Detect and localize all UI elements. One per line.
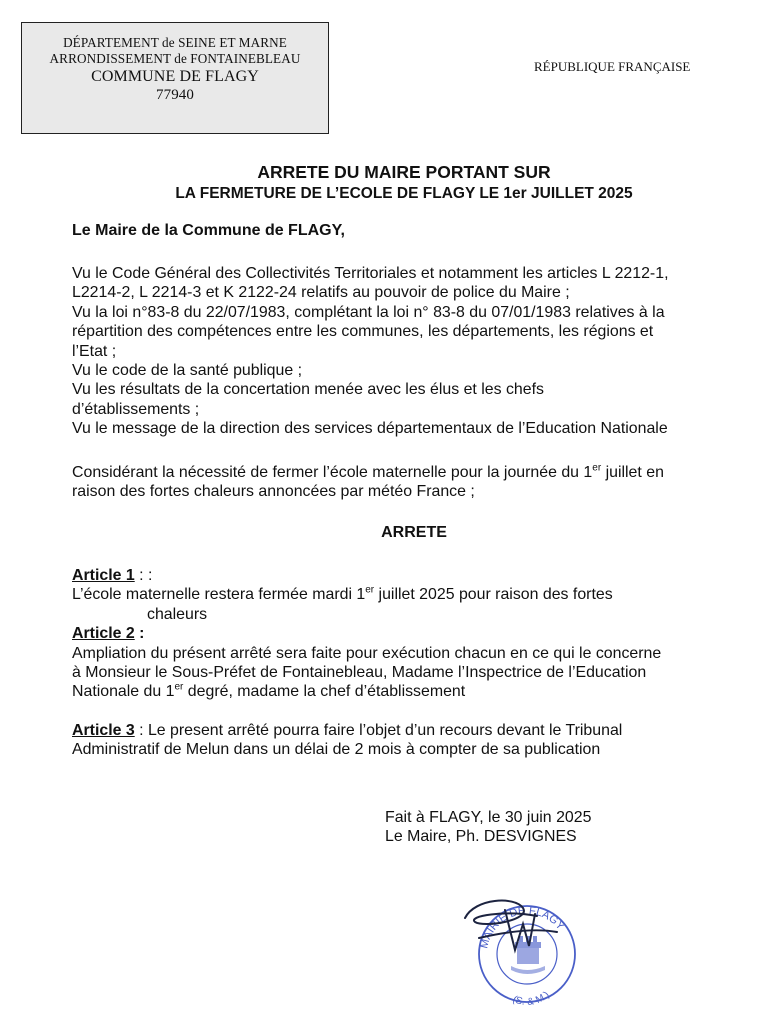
- commune-line: COMMUNE DE FLAGY: [91, 68, 259, 85]
- considerant-section: [72, 463, 752, 502]
- considerant-text: Considérant la nécessité de fermer l’école maternelle pour la journée du 1: [72, 464, 593, 481]
- considerant-line: [72, 463, 752, 482]
- article-text: L’école maternelle restera fermée mardi 1: [72, 586, 366, 604]
- article1-colon: : :: [134, 567, 153, 584]
- superscript: er: [592, 462, 602, 474]
- considerant-line: raison des fortes chaleurs annoncées par météo France ;: [72, 483, 475, 501]
- article-text: degré, madame la chef d’établissement: [183, 683, 466, 701]
- postal-code: 77940: [156, 87, 194, 103]
- vu-line: Vu le code de la santé publique ;: [72, 362, 302, 380]
- superscript: er: [174, 682, 184, 694]
- commune-header-box: [21, 22, 329, 134]
- articles-section: [72, 566, 752, 760]
- republique-francaise: RÉPUBLIQUE FRANÇAISE: [534, 59, 691, 74]
- article3-line: [72, 721, 752, 740]
- article-text: Nationale du 1: [72, 683, 175, 701]
- maire-name-line: Le Maire, Ph. DESVIGNES: [385, 828, 577, 846]
- title-sub: LA FERMETURE DE L’ECOLE DE FLAGY LE 1er JUILLET 2025: [175, 185, 633, 202]
- arrete-heading: ARRETE: [381, 524, 447, 541]
- article2-label: Article 2: [72, 625, 135, 643]
- stamp-bottom-text: (S.-&-M.): [510, 989, 552, 1008]
- superscript: er: [365, 585, 375, 597]
- signature-block: [385, 808, 591, 847]
- vu-line: l’Etat ;: [72, 342, 117, 360]
- article3-text: : Le present arrêté pourra faire l’objet d’un recours devant le Tribunal: [134, 721, 623, 739]
- vu-line: Vu la loi n°83-8 du 22/07/1983, complétant la loi n° 83-8 du 07/01/1983 relatives à la: [72, 303, 665, 321]
- vu-line: Vu le Code Général des Collectivités Territoriales et notamment les articles L 2212-1,: [72, 265, 669, 282]
- article1-heading: [72, 566, 752, 585]
- article2-line: [72, 682, 752, 701]
- maire-line: Le Maire de la Commune de FLAGY,: [72, 222, 345, 239]
- article3-label: Article 3: [72, 721, 135, 739]
- title-main: ARRETE DU MAIRE PORTANT SUR: [257, 162, 551, 182]
- vu-line: d’établissements ;: [72, 400, 200, 418]
- article1-label: Article 1: [72, 567, 135, 584]
- vu-line: Vu les résultats de la concertation menée avec les élus et les chefs: [72, 381, 544, 399]
- article2-line: Ampliation du présent arrêté sera faite pour exécution chacun en ce qui le concerne: [72, 644, 662, 662]
- mairie-stamp: [445, 888, 605, 1008]
- article3-line: Administratif de Melun dans un délai de 2 mois à compter de sa publication: [72, 741, 601, 759]
- article-text: juillet 2025 pour raison des fortes: [374, 586, 613, 604]
- arrondissement-line: ARRONDISSEMENT de FONTAINEBLEAU: [49, 51, 301, 66]
- document-title: [0, 162, 778, 204]
- article2-colon: :: [134, 625, 145, 643]
- article1-text: [72, 585, 752, 604]
- article2-heading: [72, 624, 752, 643]
- vu-line: répartition des compétences entre les communes, les départements, les régions et: [72, 323, 654, 341]
- article2-line: à Monsieur le Sous-Préfet de Fontainebleau, Madame l’Inspectrice de l’Education: [72, 664, 647, 682]
- stamp-top-text: MAIRIE DE FLAGY: [478, 904, 567, 950]
- departement-line: DÉPARTEMENT de SEINE ET MARNE: [63, 35, 287, 50]
- vu-line: Vu le message de la direction des services départementaux de l’Education Nationale: [72, 420, 668, 438]
- considerant-text: juillet en: [601, 464, 664, 481]
- article1-text-cont: chaleurs: [147, 605, 208, 623]
- fait-a-line: Fait à FLAGY, le 30 juin 2025: [385, 809, 592, 826]
- vu-section: [72, 264, 752, 439]
- vu-line: L2214-2, L 2214-3 et K 2122-24 relatifs au pouvoir de police du Maire ;: [72, 284, 570, 302]
